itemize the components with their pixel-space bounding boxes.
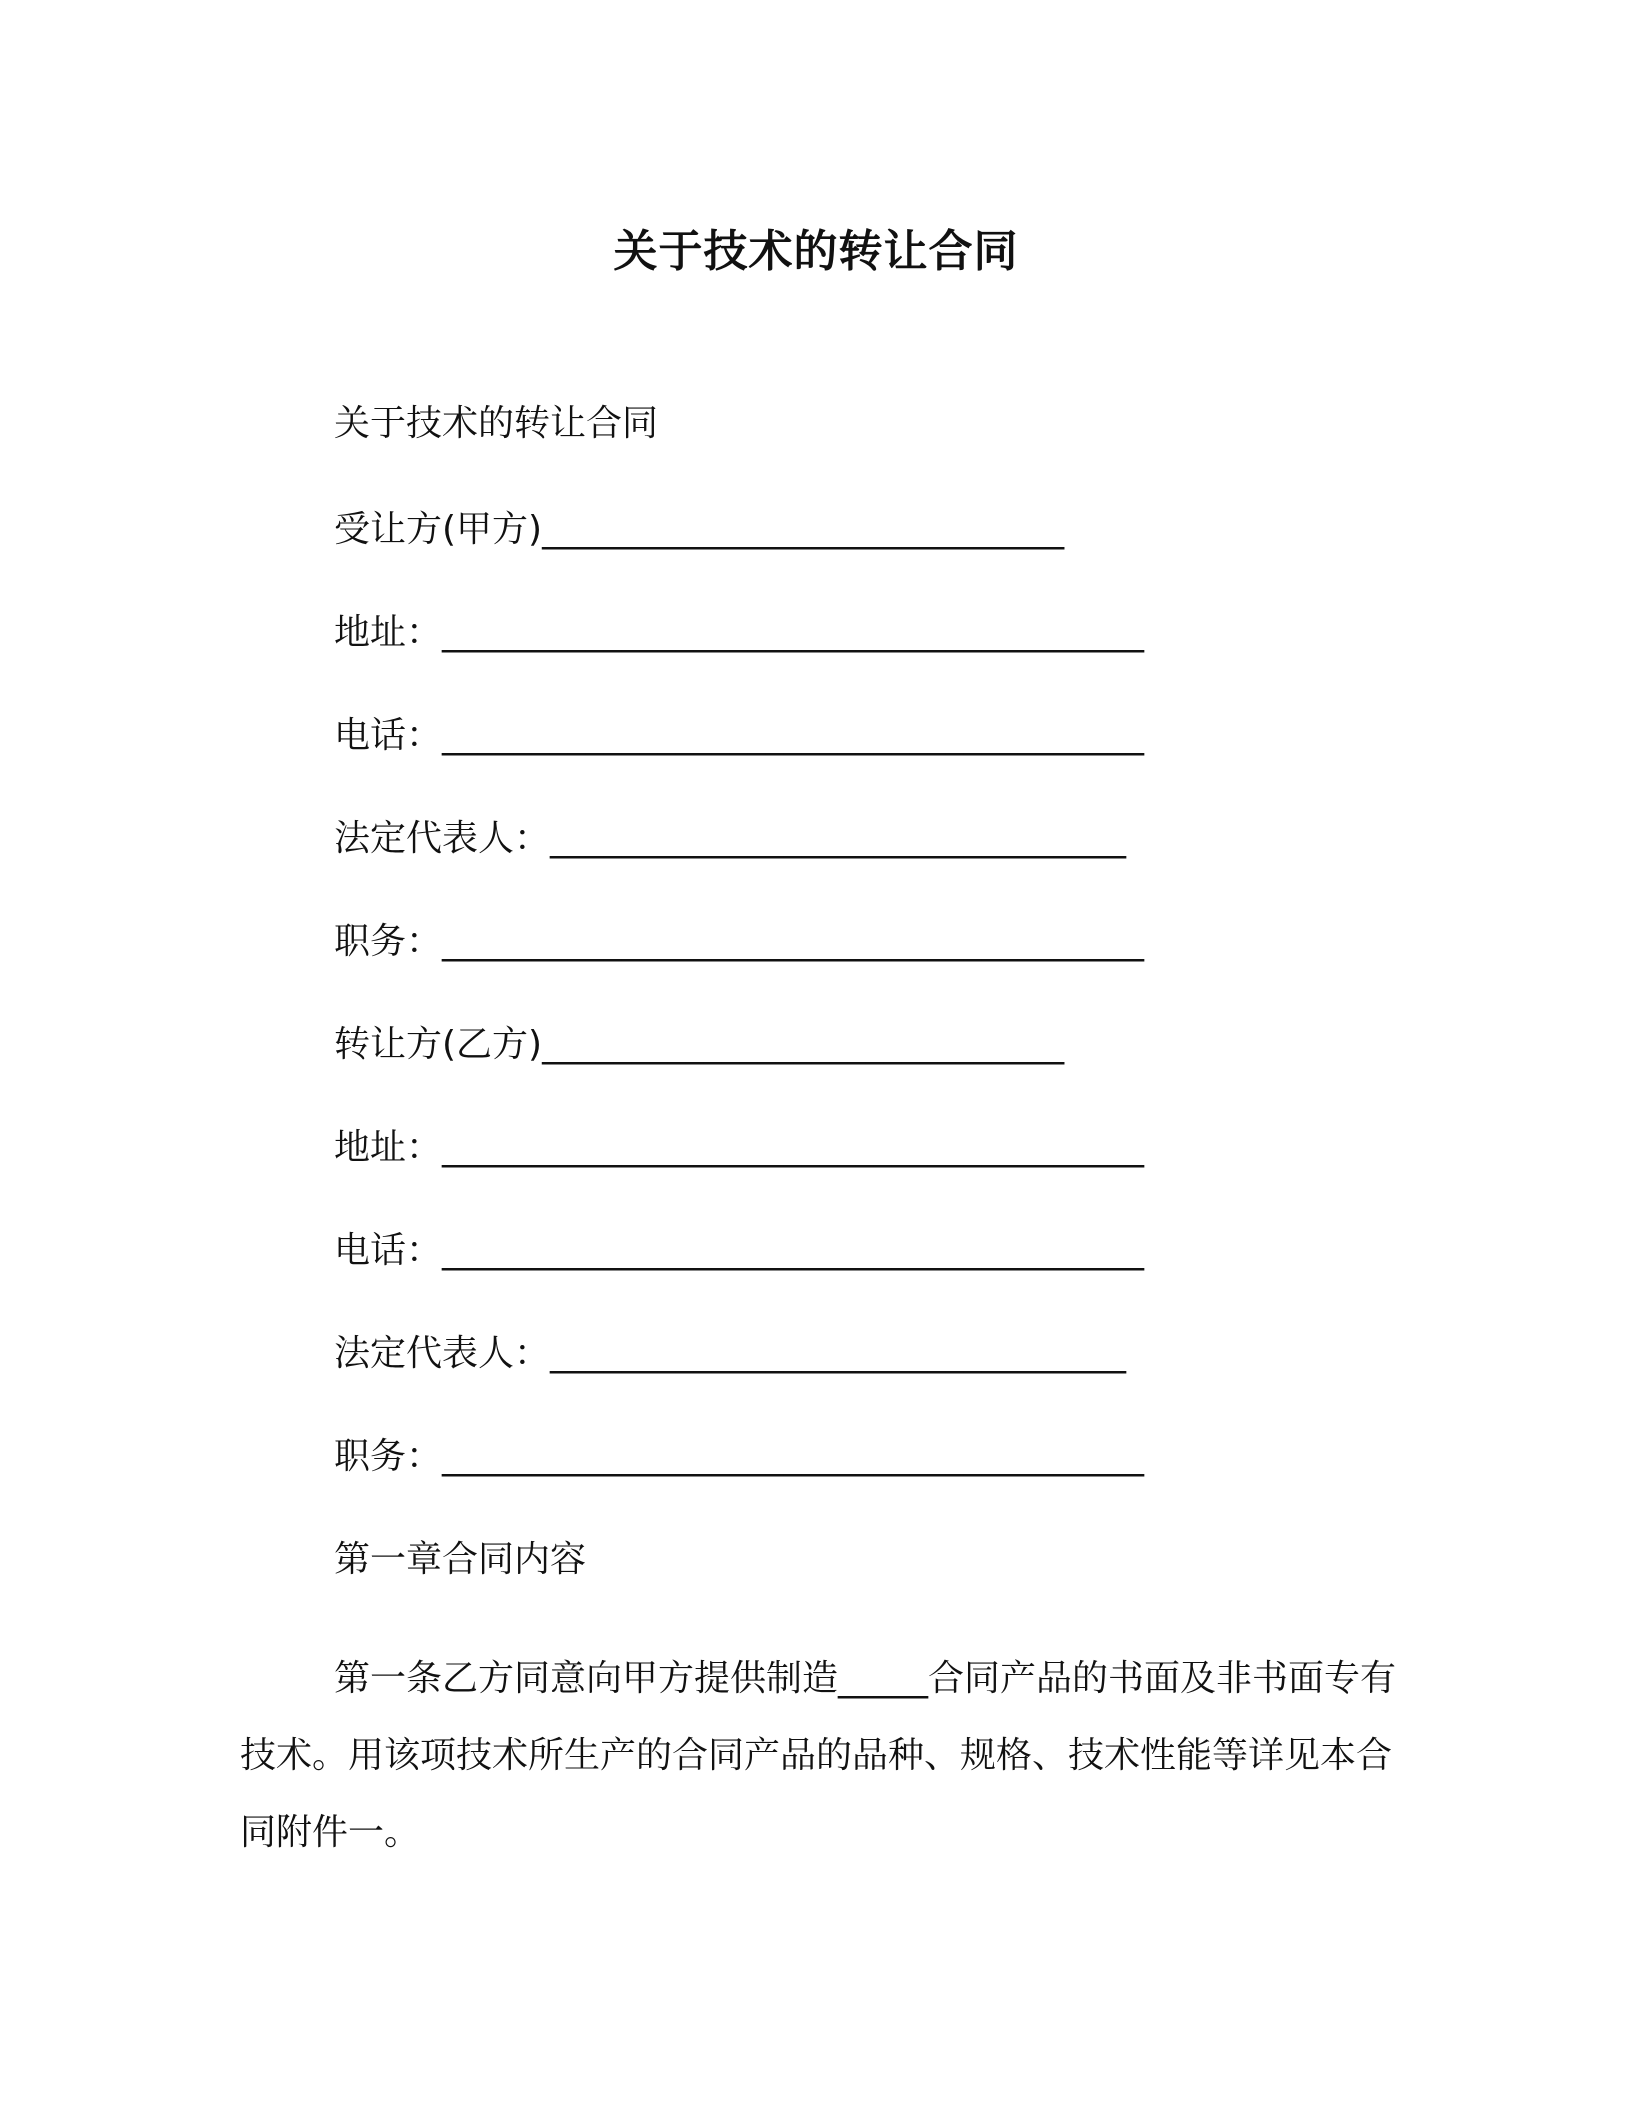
party-a-address: 地址：_______________________________________ — [334, 612, 1145, 653]
party-a-position: 职务：_______________________________________ — [334, 921, 1145, 962]
party-b-label: 转让方(乙方)_____________________________ — [334, 1024, 1065, 1065]
document-title: 关于技术的转让合同 — [613, 226, 1019, 277]
party-a-legal-rep: 法定代表人：________________________________ — [334, 818, 1127, 859]
chapter-heading: 第一章合同内容 — [334, 1539, 587, 1580]
contract-heading: 关于技术的转让合同 — [334, 403, 659, 444]
party-b-position: 职务：_______________________________________ — [334, 1436, 1145, 1477]
party-a-phone: 电话：_______________________________________ — [334, 715, 1145, 756]
article-paragraph: 第一条乙方同意向甲方提供制造_____合同产品的书面及非书面专有技术。用该项技术所生产的合同产品的品种、规格、技术性能等详见本合同附件一。 — [240, 1658, 1397, 1853]
party-b-legal-rep: 法定代表人：________________________________ — [334, 1333, 1127, 1374]
party-b-phone: 电话：_______________________________________ — [334, 1230, 1145, 1271]
party-a-label: 受让方(甲方)_____________________________ — [334, 509, 1065, 550]
party-b-address: 地址：_______________________________________ — [334, 1127, 1145, 1168]
